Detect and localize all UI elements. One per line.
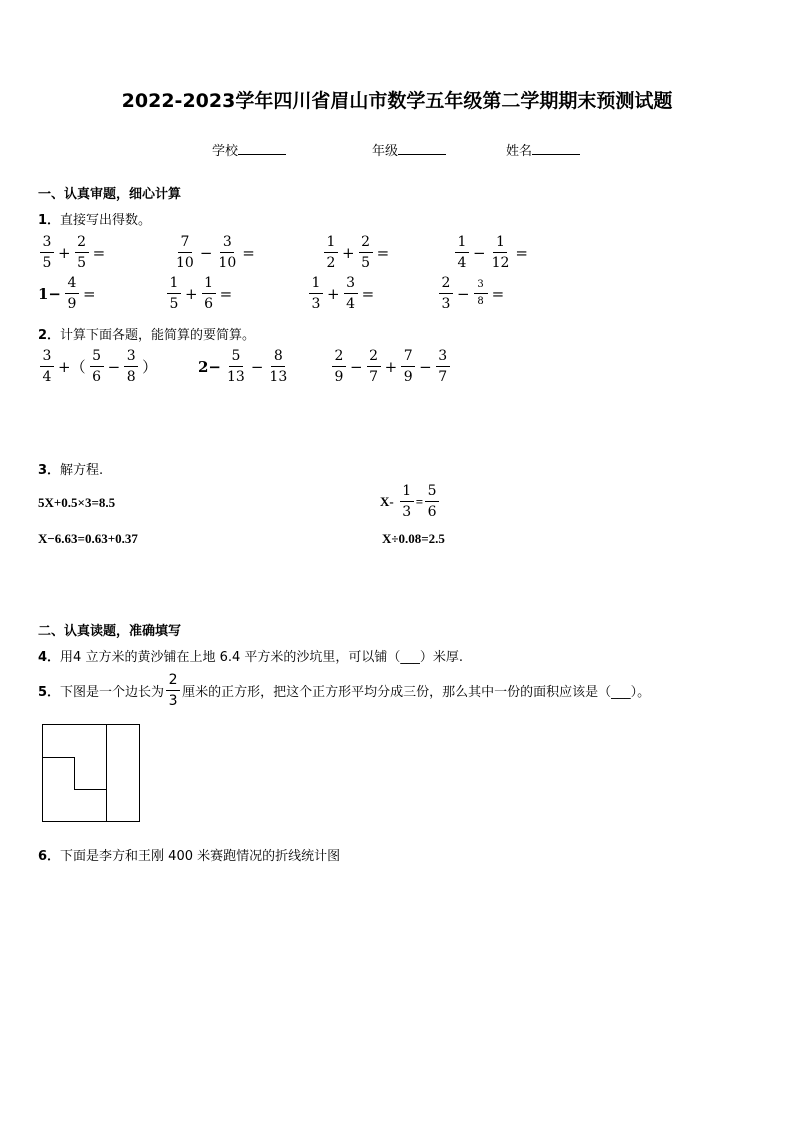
q2-item-1: $\frac{3}{4}$ +（ $\frac{5}{6}$ − $\frac{3}{8}$ ）: [38, 348, 159, 385]
square-diagram: [42, 724, 140, 822]
fraction: $\frac{1}{6}$: [202, 275, 216, 312]
question-text: 下面是李方和王刚 400 米赛跑情况的折线统计图: [60, 849, 341, 864]
question-number: 1．: [38, 213, 61, 228]
question-text-post: 厘米的正方形，把这个正方形平均分成三份，那么其中一份的面积应该是（___）。: [182, 685, 651, 700]
question-4: [38, 646, 463, 665]
question-text: 解方程.: [60, 463, 104, 478]
q1-item-2: $\frac{7}{10}$ − $\frac{3}{10}$ =: [176, 234, 255, 271]
q2-item-3: $\frac{2}{9}$ − $\frac{2}{7}$ + $\frac{7}{9}$ − $\frac{3}{7}$: [330, 348, 452, 385]
name-field: [506, 140, 580, 159]
q1-item-3: $\frac{1}{2}$ + $\frac{2}{5}$ =: [322, 234, 391, 271]
fraction: $\frac{5}{13}$: [227, 348, 245, 385]
fraction: $\frac{3}{8}$: [474, 279, 488, 308]
fraction: $\frac{7}{10}$: [176, 234, 194, 271]
fraction: $\frac{7}{9}$: [401, 348, 415, 385]
fraction: $\frac{3}{4}$: [344, 275, 358, 312]
fraction: $\frac{2}{5}$: [75, 234, 89, 271]
fraction: $\frac{1}{2}$: [324, 234, 338, 271]
q2-item-2: 2− $\frac{5}{13}$ − $\frac{8}{13}$: [198, 348, 288, 385]
fraction: $\frac{1}{3}$: [400, 483, 414, 520]
school-blank: [238, 142, 286, 155]
name-label: 姓名: [506, 144, 533, 159]
divider-line: [74, 789, 106, 790]
question-number: 2．: [38, 328, 61, 343]
fraction: $\frac{2}{7}$: [367, 348, 381, 385]
equation-3: X−6.63=0.63+0.37: [38, 531, 138, 546]
question-number: 3．: [38, 463, 61, 478]
question-text: 直接写出得数。: [60, 213, 152, 228]
grade-label: 年级: [372, 144, 399, 159]
section-1-heading: 一、认真审题，细心计算: [38, 187, 182, 202]
fraction: $\frac{2}{3}$: [439, 275, 453, 312]
fraction: $\frac{1}{4}$: [455, 234, 469, 271]
q1-item-7: $\frac{1}{3}$ + $\frac{3}{4}$ =: [307, 275, 376, 312]
fraction: $\frac{2}{5}$: [359, 234, 373, 271]
q1-item-5: 1− $\frac{4}{9}$ =: [38, 275, 96, 312]
question-number: 4．: [38, 650, 61, 665]
q1-item-8: $\frac{2}{3}$ − $\frac{3}{8}$ =: [437, 275, 506, 312]
fraction: $\frac{1}{3}$: [309, 275, 323, 312]
school-field: [212, 140, 286, 159]
grade-field: [372, 140, 446, 159]
grade-blank: [398, 142, 446, 155]
fraction: $\frac{8}{13}$: [269, 348, 288, 385]
divider-line: [106, 724, 107, 821]
divider-line: [74, 757, 75, 789]
question-number: 6．: [38, 849, 61, 864]
question-number: 5．: [38, 685, 61, 700]
question-2: [38, 324, 255, 343]
fraction: $\frac{3}{5}$: [40, 234, 54, 271]
fraction: $\frac{2}{3}$: [166, 672, 180, 709]
equation-4: X÷0.08=2.5: [382, 531, 445, 546]
fraction: $\frac{3}{10}$: [218, 234, 237, 271]
fraction: $\frac{5}{6}$: [90, 348, 104, 385]
divider-line: [42, 757, 74, 758]
question-text: 用4 立方米的黄沙铺在上地 6.4 平方米的沙坑里，可以铺（___）米厚.: [60, 650, 464, 665]
name-blank: [532, 142, 580, 155]
q1-item-6: $\frac{1}{5}$ + $\frac{1}{6}$ =: [165, 275, 234, 312]
question-5: [38, 672, 650, 709]
fraction: $\frac{3}{4}$: [40, 348, 54, 385]
fraction: $\frac{3}{8}$: [124, 348, 138, 385]
question-1: [38, 209, 151, 228]
page-title: 2022-2023学年四川省眉山市数学五年级第二学期期末预测试题: [121, 90, 673, 112]
equation-2: X- $\frac{1}{3}$ = $\frac{5}{6}$: [380, 483, 441, 520]
school-label: 学校: [212, 144, 239, 159]
section-2-heading: 二、认真读题，准确填写: [38, 624, 182, 639]
fraction: $\frac{1}{12}$: [491, 234, 510, 271]
equation-1: 5X+0.5×3=8.5: [38, 495, 116, 510]
question-3: [38, 459, 103, 478]
fraction: $\frac{4}{9}$: [65, 275, 79, 312]
question-text: 计算下面各题，能简算的要简算。: [60, 328, 256, 343]
q1-item-4: $\frac{1}{4}$ − $\frac{1}{12}$ =: [453, 234, 530, 271]
question-text-pre: 下图是一个边长为: [60, 685, 165, 700]
fraction: $\frac{1}{5}$: [167, 275, 181, 312]
fraction: $\frac{2}{9}$: [332, 348, 346, 385]
fraction: $\frac{5}{6}$: [425, 483, 439, 520]
fraction: $\frac{3}{7}$: [436, 348, 450, 385]
q1-item-1: $\frac{3}{5}$ + $\frac{2}{5}$ =: [38, 234, 107, 271]
question-6: [38, 845, 340, 864]
